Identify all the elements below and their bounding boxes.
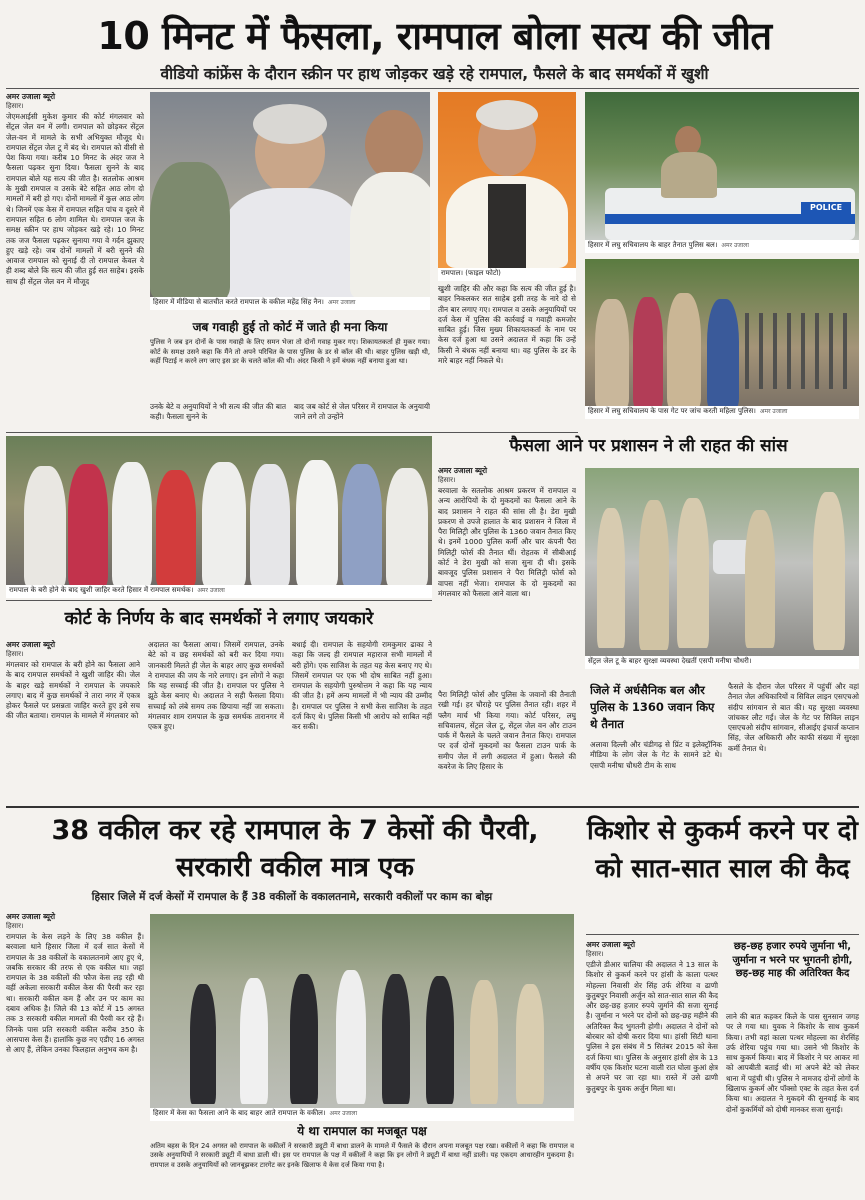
- lead-text: जेएमआईसी मुकेश कुमार की कोर्ट मंगलवार को सेंट्रल जेल वन में लगी। रामपाल को छोड़कर सेंट्रल जेल-वन में मामले के सभी अभियुक्त मौजूद थे। रामपाल सेंट्रल जेल टू में बंद थे। रामपाल को वीसी से पेश किया गया। करीब 10 मिनट के अंदर जज ने फैसला पढ़कर सुना दिया। फैसला सुनने के बाद रामपाल बोले यह सत्य की जीत है। सतलोक आश्रम के मुखी रामपाल व उसके बेटे सहित आठ लोग दो मामलों में बरी हो गए। दोनों मामलों में कुल आठ लोग थे। जिनमें एक केस में रामपाल सहित पांच व दूसरे में रामपाल सहित 6 लोग शामिल थे। रामपाल जज के समक्ष स्क्रीन पर हाथ जोड़कर खड़े रहे। 10 मिनट तक जज फैसला पढ़कर सुनाया गया वे गर्दन झुकाए हुए खड़े रहे। जब दोनों मामलों में बरी सुनने की आवाज रामपाल को सुनाई दी तो रामपाल केवल ये ही शब्द बोले कि सत्य की जीत हुई सत साहेब। इसके साथ ही सेंट्रल जेल वन में मौजूद: [6, 112, 144, 286]
- cop-4: [745, 510, 775, 648]
- lawyers-place: हिसार।: [6, 922, 24, 930]
- admin-col2-visible: पैरा मिलिट्री फोर्स और पुलिस के जवानों की तैनाती रखी गई। हर चौराहे पर पुलिस तैनात रही। शहर में फ्लैग मार्च भी किया गया। कोर्ट परिसर, लघु सचिवालय, सेंट्रल जेल टू, सेंट्रल जेल वन और टाउन पार्क में फैसले के चलते जवान तैनात किए। रामपाल पर दर्ज दोनों मुकदमों का फैसला टाउन पार्क के समीप जेल में लगी अदालत में हुआ। फैसले की कवरेज के लिए हिसार के: [438, 690, 576, 772]
- supporter-2: [68, 464, 108, 586]
- lawyers-sub: हिसार जिले में दर्ज केसों में रामपाल के हैं 38 वकीलों के वकालतनामे, सरकारी वकीलों पर काम का बोझ: [91, 891, 493, 903]
- van-stripe: [605, 214, 855, 224]
- woman-2: [633, 297, 663, 407]
- van-police-label: POLICE: [801, 202, 851, 214]
- verdict-col2: लाने की बात कहकर किले के पास सुनसान जगह पर ले गया था। युवक ने किशोर के साथ कुकर्म किया। तभी वहां काला पत्थर मोहल्ला का शेरसिंह उर्फ शेरिया पहुंच गया था। उसने भी किशोर के साथ कुकर्म किया। बाद में किशोर ने घर आकर मां को आपबीती बताई थी। मां अपने बेटे को लेकर थाना में पहुंची थी। पुलिस ने नामजद दोनों लोगों के खिलाफ कुकर्म और पॉक्सो एक्ट के तहत केस दर्ज किया था। अदालत ने मुकदमे की सुनवाई के बाद दोनों कुकर्मियों को दोषी मानकर सजा सुनाई।: [726, 1012, 859, 1114]
- supporters-photo: [6, 436, 432, 586]
- walker-4: [336, 970, 366, 1104]
- section-rule-4: [586, 934, 859, 935]
- supporter-9: [386, 468, 428, 586]
- gate-bars: [745, 313, 855, 389]
- supporters-caption: रामपाल के बरी होने के बाद खुशी जाहिर करते हिसार में रामपाल समर्थक। अमर उजाला: [6, 585, 432, 598]
- verdict-title: किशोर से कुकर्म करने पर दो को सात-सात साल की कैद: [586, 816, 859, 884]
- cop-1: [597, 508, 625, 648]
- walker-1: [190, 984, 216, 1104]
- admin-place: हिसार।: [438, 476, 456, 484]
- court-col2: अदालत का फैसला आया। जिसमें रामपाल, उनके बेटे को व छह समर्थकों को बरी कर दिया गया। जानकारी मिलते ही जेल के बाहर आए कुछ समर्थकों ने रामपाल की जय के नारे लगाए। इन लोगों ने कहा कि यह सच्चाई की जीत है। रामपाल पर पुलिस ने झूठे केस बनाए थे। अदालत ने सही फैसला दिया। सच्चाई को लंबे समय तक छिपाया नहीं जा सकता। मंगलवार शाम रामपाल के कुछ समर्थक तारानगर में एकत्र हुए।: [148, 640, 284, 732]
- court-col1: मंगलवार को रामपाल के बरी होने का फैसला आने के बाद रामपाल समर्थकों ने खुशी जाहिर की। जेल के बाहर खड़े समर्थकों ने रामपाल के जयकारे लगाए। बाद में कुछ समर्थकों ने तारा नगर में एकत्र होकर फैसले पर प्रसन्नता जाहिर करते हुए इसे सच की जीत बताया। रामपाल के मामले में मंगलवार को: [6, 660, 140, 721]
- court-col1-wrap: [6, 640, 140, 800]
- admin-col1: बरवाला के सतलोक आश्रम प्रकरण में रामपाल व अन्य आरोपियों के दो मुकदमों का फैसला आने के बाद प्रशासन ने राहत की सांस ली है। डेरा मुखी प्रकरण से उपजे हालात के बाद प्रशासन ने जिला में पैरा मिलिट्री और पुलिस के 1360 जवान तैनात किए थे। इनमें 1000 पुलिस कर्मी और चार कंपनी पैरा मिलिट्री फोर्स की तैनात थीं। रोहतक में सीबीआई कोर्ट ने डेरा मुखी को सजा सुना दी थी। इसके बावजूद पुलिस प्रशासन ने पैरा मिलिट्री फोर्स को वापस नहीं भेजा। रामपाल के दो मुकदमों का मंगलवार को फैसला आने वाला था।: [438, 486, 576, 598]
- rampal-vest: [488, 184, 526, 268]
- officer-body: [661, 152, 717, 198]
- women-police-photo: [585, 259, 859, 407]
- jail-police-photo: [585, 468, 859, 658]
- court-title: कोर्ट के निर्णय के बाद समर्थकों ने लगाए जयकारे: [64, 609, 374, 629]
- walker-5: [382, 974, 410, 1104]
- verdict-place: हिसार।: [586, 950, 604, 958]
- supporter-4: [156, 470, 196, 586]
- rampal-column-text: खुशी जाहिर की और कहा कि सत्य की जीत हुई है। बाहर निकलकर सत साहेब इसी तरह के नारे दो से तीन बार लगाए गए। रामपाल व उसके अनुयायियों पर दर्ज केस में पुलिस की कार्रवाई व गवाही कमजोर साबित हुई। जिस मुख्य शिकायतकर्ता के नाम पर केस दर्ज हुआ था उसने अदालत में कहा कि उन्हें किसी ने बंधक नहीं बनाया था। वह पुलिस के डर के मारे बाहर नहीं निकले थे।: [438, 284, 576, 366]
- supporter-8: [342, 464, 382, 586]
- police-van-caption: हिसार में लघु सचिवालय के बाहर तैनात पुलिस बल। अमर उजाला: [585, 240, 859, 253]
- walker-6: [426, 976, 454, 1104]
- supporter-7: [296, 460, 338, 586]
- headline-rule: [6, 88, 859, 89]
- supporter-5: [202, 462, 246, 586]
- side-man-head: [365, 110, 423, 180]
- lawyers-text: रामपाल के केस लड़ने के लिए 38 वकील हैं। बरवाला थाने हिसार जिला में दर्ज सात केसों में रामपाल के 38 वकीलों के वकालतनामे आए हुए थे, जबकि सरकार की तरफ से एक वकील था। जहां रामपाल के 38 वकीलों की फौज केस लड़ रही थी वहीं अकेला सरकारी वकील केस की पैरवी कर रहा था। सरकारी वकील कम हैं और उन पर काम का दबाव अधिक है। जिले की 13 कोर्ट में 15 अगस्त तक 3 सरकारी वकील मामलों की पैरवी कर रहे हैं। जिनके पास प्रति सरकारी वकील करीब 350 के आसपास केस हैं। हालांकि कुछ नए एडीए 16 अगस्त से आए हैं, लेकिन उनका फिलहाल अनुभव कम है।: [6, 932, 144, 1055]
- woman-4: [707, 299, 739, 407]
- jail-police-caption: सेंट्रल जेल टू के बाहर सुरक्षा व्यवस्था देखतीं एसपी मनीषा चौधरी।: [585, 656, 859, 669]
- lead-place: हिसार।: [6, 102, 24, 110]
- strong-title: ये था रामपाल का मजबूत पक्ष: [297, 1124, 427, 1138]
- woman-3: [667, 293, 701, 407]
- lawyers-title: 38 वकील कर रहे रामपाल के 7 केसों की पैरवी, सरकारी वकील मात्र एक: [51, 815, 539, 883]
- lawyer-caption: हिसार में मीडिया से बातचीत करते रामपाल के वकील महेंद्र सिंह नैन। अमर उजाला: [150, 297, 430, 310]
- lawyer-hair: [253, 104, 327, 144]
- admin-byline: अमर उजाला ब्यूरो: [438, 466, 488, 475]
- woman-1: [595, 299, 629, 407]
- strong-text: अतिम बहस के दिन 24 अगस्त को रामपाल के वकीलों ने सरकारी ड्यूटी में बाधा डालने के मामले में फैसले के दौरान अपना मजबूत पक्ष रखा। वकीलों ने कहा कि रामपाल व उसके अनुयायियों ने सरकारी ड्यूटी में बाधा डाली थी। इस पर रामपाल के पक्ष में वकीलों ने कहा कि इन लोगों ने ड्यूटी में बाधा नहीं डाली। यह एकदम आधारहीन मुकदमा है। रामपाल व उसके अनुयायियों को जानबूझकर टारगेट कर इनके खिलाफ ये केस दर्ज किया गया है।: [150, 1142, 574, 1169]
- women-police-caption: हिसार में लघु सचिवालय के पास गेट पर जांच करती महिला पुलिस। अमर उजाला: [585, 406, 859, 419]
- verdict-callout: छह-छह हजार रुपये जुर्माना भी, जुर्माना न भरने पर भुगतनी होगी, छह-छह माह की अतिरिक्त कैद: [732, 941, 853, 979]
- left-man-body: [150, 162, 230, 298]
- lead-story: [6, 92, 144, 422]
- lead-byline: अमर उजाला ब्यूरो: [6, 92, 56, 101]
- lawyer-body: [222, 188, 362, 298]
- lawyer-photo: [150, 92, 430, 298]
- sub-headline: वीडियो कांफ्रेंस के दौरान स्क्रीन पर हाथ जोड़कर खड़े रहे रामपाल, फैसले के बाद समर्थकों में खुशी: [160, 65, 709, 83]
- box-text-b: फैसले के दौरान जेल परिसर में पहुंचीं और वहां तैनात जेल अधिकारियों व सिविल लाइन एसएचओ संदीप सांगवान से बात की। यह सुरक्षा व्यवस्था जांचकर लौट गईं। जेल के गेट पर सिविल लाइन एसएचओ संदीप सांगवान, सीआईए इंचार्ज कप्तान सिंह, जेल अधिकारी और काफी संख्या में सुरक्षा कर्मी तैनात थे।: [728, 682, 859, 753]
- supporter-6: [250, 464, 290, 586]
- side-man-body: [350, 172, 430, 298]
- section-rule-2: [6, 600, 432, 601]
- walker-3: [290, 974, 318, 1104]
- witness-text: पुलिस ने जब इन दोनों के पास गवाही के लिए समन भेजा तो दोनों गवाह मुकर गए। शिकायतकर्ता ही मुकर गया। कोर्ट के समक्ष उसने कहा कि मैंने तो अपने परिचित के पास पुलिस के डर से कॉल की थी। बाहर पुलिस खड़ी थी, कहीं पिटाई न करने लग जाए इस डर के चलते कॉल की थी। अंदर किसी ने हमें बंधक नहीं बनाया हुआ था।: [150, 338, 430, 366]
- box-title: जिले में अर्धसैनिक बल और पुलिस के 1360 जवान किए थे तैनात: [590, 683, 715, 731]
- witness-col-a: उनके बेटे व अनुयायियों ने भी सत्य की जीत की बात कही। फैसला सुनने के: [150, 402, 286, 422]
- rampal-hair: [476, 100, 538, 130]
- walker-8: [516, 984, 544, 1104]
- walk-caption: हिसार में केस का फैसला आने के बाद बाहर आते रामपाल के वकील। अमर उजाला: [150, 1108, 574, 1121]
- rampal-caption: रामपाल। (फाइल फोटो): [438, 268, 576, 281]
- cop-2: [639, 500, 669, 650]
- witness-title: जब गवाही हुई तो कोर्ट में जाते ही मना किया: [192, 320, 388, 334]
- admin-title: फैसला आने पर प्रशासन ने ली राहत की सांस: [509, 436, 788, 456]
- walk-photo: [150, 914, 574, 1110]
- police-van-photo: [585, 92, 859, 250]
- cop-5: [813, 492, 845, 650]
- walker-7: [470, 980, 498, 1104]
- admin-story: [438, 466, 576, 686]
- court-byline: अमर उजाला ब्यूरो: [6, 640, 56, 649]
- supporter-3: [112, 462, 152, 586]
- verdict-byline: अमर उजाला ब्यूरो: [586, 940, 636, 949]
- section-rule-3: [6, 806, 859, 808]
- court-place: हिसार।: [6, 650, 24, 658]
- walker-2: [240, 978, 268, 1104]
- lawyers-byline: अमर उजाला ब्यूरो: [6, 912, 56, 921]
- main-headline: 10 मिनट में फैसला, रामपाल बोला सत्य की जीत: [97, 14, 772, 58]
- lawyers-story: [6, 912, 144, 1194]
- verdict-col1: एडीजे डीआर चालिया की अदालत ने 13 साल के किशोर से कुकर्म करने पर हांसी के काला पत्थर मोहल्ला निवासी शेर सिंह उर्फ शेरिया व ढाणी कुतुबपुर निवासी अर्जुन को सात-सात साल की कैद और छह-छह हजार रुपये जुर्माने की सजा सुनाई है। जुर्माना न भरने पर दोनों को छह-छह महीने की अतिरिक्त कैद भुगतनी होगी। अदालत ने दोनों को बोरबार को दोषी करार दिया था। हांसी सिटी थाना पुलिस ने इस संबंध में 5 सितंबर 2015 को केस दर्ज किया था। पुलिस के अनुसार हांसी क्षेत्र के 13 वर्षीय एक किशोर घटना वाली रात घोला कुआं क्षेत्र से अपने घर जा रहा था। रास्ते में उसे ढाणी कुतुबपुर के युवक अर्जुन मिला था।: [586, 960, 718, 1093]
- rampal-photo: [438, 92, 576, 268]
- cop-3: [677, 498, 709, 648]
- box-text-a: अलावा दिल्ली और चंडीगढ़ से प्रिंट व इलेक्ट्रॉनिक मीडिया के लोग जेल के गेट के सामने डटे थे। एसपी मनीषा चौधरी टीम के साथ: [590, 740, 722, 770]
- supporter-1: [24, 466, 66, 586]
- witness-col-b: बाद जब कोर्ट से जेल परिसर में रामपाल के अनुयायी जाने लगे तो उन्होंने: [294, 402, 430, 422]
- verdict-col1-wrap: [586, 940, 718, 1196]
- court-col3: बधाई दी। रामपाल के सहयोगी रामकुमार ढाका ने कहा कि जल्द ही रामपाल महाराज सभी मामलों में बरी होंगे। एक साजिश के तहत यह केस बनाए गए थे। जिसमें रामपाल पर एक भी दोष साबित नहीं हुआ। रामपाल के सहयोगी पुरुषोत्तम ने कहा कि यह न्याय की जीत है। हमें अन्य मामलों में भी न्याय की उम्मीद है। रामपाल पर पुलिस ने सभी केस साजिश के तहत दर्ज किए थे। पुलिस किसी भी आरोप को साबित नहीं कर सकी।: [292, 640, 432, 732]
